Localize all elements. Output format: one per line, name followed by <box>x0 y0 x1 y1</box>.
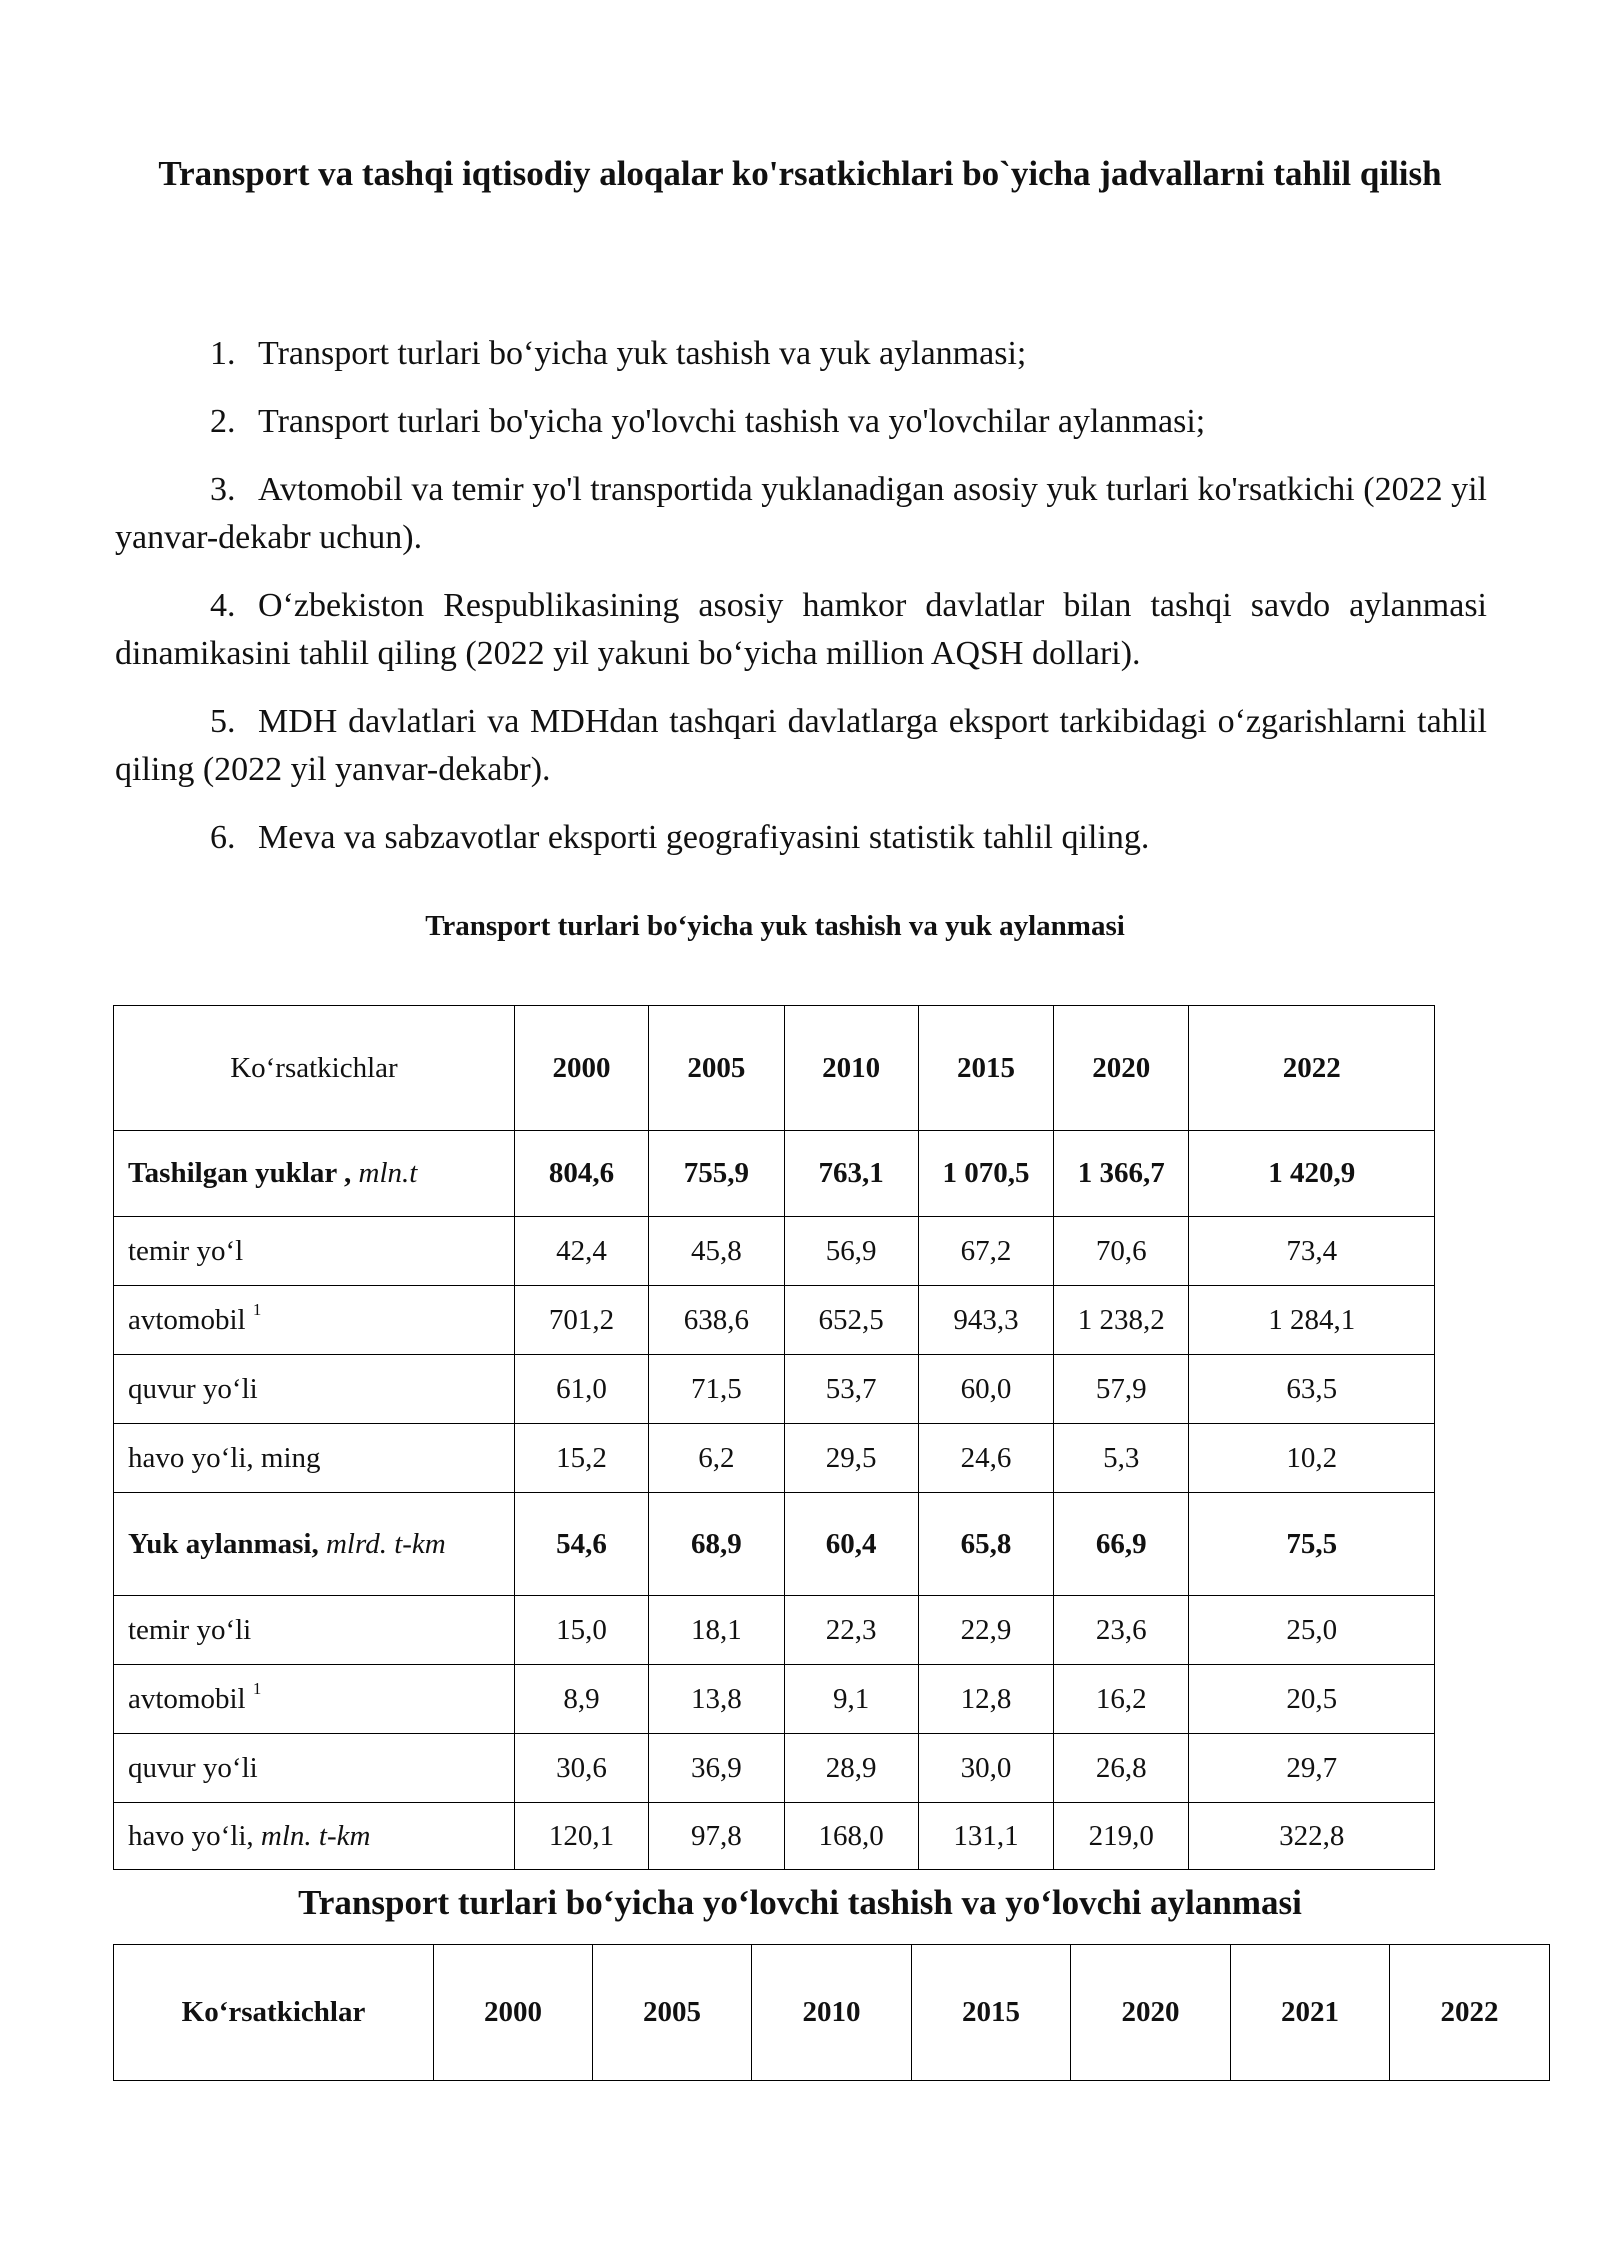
table-cell: 16,2 <box>1054 1665 1189 1734</box>
table-cell: 29,7 <box>1189 1734 1435 1803</box>
table-row <box>114 1131 1435 1217</box>
footnote-marker: 1 <box>252 1678 262 1698</box>
table-cell: 57,9 <box>1054 1355 1189 1424</box>
table-cell: 22,9 <box>918 1596 1053 1665</box>
table-cell: 22,3 <box>784 1596 918 1665</box>
table-cell: 30,6 <box>514 1734 648 1803</box>
task-number: 5. <box>210 703 236 740</box>
row-label: havo yo‘li, mln. t-km <box>114 1803 515 1870</box>
table-cell: 26,8 <box>1054 1734 1189 1803</box>
row-label: Tashilgan yuklar , mln.t <box>114 1131 515 1217</box>
table-row <box>114 1734 1435 1803</box>
row-label: quvur yo‘li <box>114 1355 515 1424</box>
row-label: temir yo‘li <box>114 1596 515 1665</box>
table-cell: 1 284,1 <box>1189 1286 1435 1355</box>
task-number: 2. <box>210 403 236 440</box>
header-cell: Ko‘rsatkichlar <box>114 1006 515 1131</box>
header-cell: 2020 <box>1071 1945 1231 2081</box>
table-cell: 56,9 <box>784 1217 918 1286</box>
task-text: Transport turlari bo‘yicha yuk tashish va yuk aylanmasi; <box>258 335 1027 372</box>
passenger-table <box>113 1944 1550 2081</box>
table-cell: 53,7 <box>784 1355 918 1424</box>
task-list <box>115 330 1487 882</box>
table2-title: Transport turlari bo‘yicha yo‘lovchi tashish va yo‘lovchi aylanmasi <box>298 1883 1302 1922</box>
table-cell: 755,9 <box>649 1131 784 1217</box>
table-cell: 45,8 <box>649 1217 784 1286</box>
header-cell: 2005 <box>649 1006 784 1131</box>
header-cell: 2022 <box>1189 1006 1435 1131</box>
table1-title: Transport turlari bo‘yicha yuk tashish va yuk aylanmasi <box>425 910 1125 942</box>
table-cell: 36,9 <box>649 1734 784 1803</box>
header-cell: 2015 <box>912 1945 1071 2081</box>
table-cell: 29,5 <box>784 1424 918 1493</box>
row-label: avtomobil $^1$ <box>114 1286 515 1355</box>
task-item <box>115 466 1487 562</box>
task-item <box>115 582 1487 678</box>
table-cell: 42,4 <box>514 1217 648 1286</box>
table-cell: 322,8 <box>1189 1803 1435 1870</box>
task-item <box>115 814 1487 862</box>
table-cell: 9,1 <box>784 1665 918 1734</box>
row-label: havo yo‘li, ming <box>114 1424 515 1493</box>
table-cell: 638,6 <box>649 1286 784 1355</box>
table-cell: 67,2 <box>918 1217 1053 1286</box>
row-label: temir yo‘l <box>114 1217 515 1286</box>
table-cell: 804,6 <box>514 1131 648 1217</box>
header-cell: 2000 <box>514 1006 648 1131</box>
table-row <box>114 1665 1435 1734</box>
header-cell: 2021 <box>1231 1945 1390 2081</box>
table-cell: 63,5 <box>1189 1355 1435 1424</box>
table-cell: 25,0 <box>1189 1596 1435 1665</box>
table-cell: 23,6 <box>1054 1596 1189 1665</box>
task-text: Meva va sabzavotlar eksporti geografiyasini statistik tahlil qiling. <box>258 819 1150 856</box>
table-cell: 70,6 <box>1054 1217 1189 1286</box>
task-text: O‘zbekiston Respublikasining asosiy hamkor davlatlar bilan tashqi savdo aylanmasi dinamikasini tahlil qiling (2022 yil yakuni bo‘yicha million AQSH dollari). <box>115 587 1487 672</box>
table-header-row <box>114 1006 1435 1131</box>
table-cell: 15,0 <box>514 1596 648 1665</box>
task-number: 3. <box>210 471 236 508</box>
header-cell: 2020 <box>1054 1006 1189 1131</box>
page-title: Transport va tashqi iqtisodiy aloqalar ko'rsatkichlari bo`yicha jadvallarni tahlil qilish <box>158 154 1442 193</box>
table-cell: 75,5 <box>1189 1493 1435 1596</box>
table-cell: 60,0 <box>918 1355 1053 1424</box>
table-row <box>114 1355 1435 1424</box>
header-cell: Ko‘rsatkichlar <box>114 1945 434 2081</box>
task-number: 4. <box>210 587 236 624</box>
table-row <box>114 1286 1435 1355</box>
task-item <box>115 398 1487 446</box>
table-cell: 13,8 <box>649 1665 784 1734</box>
task-number: 6. <box>210 819 236 856</box>
table-cell: 652,5 <box>784 1286 918 1355</box>
header-cell: 2010 <box>784 1006 918 1131</box>
table-cell: 219,0 <box>1054 1803 1189 1870</box>
table-cell: 8,9 <box>514 1665 648 1734</box>
header-cell: 2005 <box>593 1945 752 2081</box>
freight-table <box>113 1005 1435 1870</box>
task-number: 1. <box>210 335 236 372</box>
table-cell: 6,2 <box>649 1424 784 1493</box>
table-row <box>114 1217 1435 1286</box>
table-row <box>114 1424 1435 1493</box>
table-cell: 1 366,7 <box>1054 1131 1189 1217</box>
table-cell: 20,5 <box>1189 1665 1435 1734</box>
task-text: Transport turlari bo'yicha yo'lovchi tashish va yo'lovchilar aylanmasi; <box>258 403 1206 440</box>
table-cell: 5,3 <box>1054 1424 1189 1493</box>
header-cell: 2022 <box>1390 1945 1550 2081</box>
footnote-marker: 1 <box>252 1299 262 1319</box>
table-row <box>114 1596 1435 1665</box>
row-label: avtomobil $^1$ <box>114 1665 515 1734</box>
table-cell: 68,9 <box>649 1493 784 1596</box>
table-cell: 61,0 <box>514 1355 648 1424</box>
table-cell: 1 420,9 <box>1189 1131 1435 1217</box>
table-cell: 1 070,5 <box>918 1131 1053 1217</box>
table-cell: 24,6 <box>918 1424 1053 1493</box>
table-cell: 18,1 <box>649 1596 784 1665</box>
table-cell: 28,9 <box>784 1734 918 1803</box>
header-cell: 2000 <box>434 1945 593 2081</box>
table-row <box>114 1493 1435 1596</box>
table-cell: 66,9 <box>1054 1493 1189 1596</box>
row-label: Yuk aylanmasi, mlrd. t-km <box>114 1493 515 1596</box>
table-cell: 1 238,2 <box>1054 1286 1189 1355</box>
table-row <box>114 1803 1435 1870</box>
task-text: Avtomobil va temir yo'l transportida yuklanadigan asosiy yuk turlari ko'rsatkichi (2022 yil yanvar-dekabr uchun). <box>115 471 1487 556</box>
table-cell: 60,4 <box>784 1493 918 1596</box>
table-cell: 10,2 <box>1189 1424 1435 1493</box>
table-header-row <box>114 1945 1550 2081</box>
table-cell: 763,1 <box>784 1131 918 1217</box>
table-cell: 54,6 <box>514 1493 648 1596</box>
table-cell: 15,2 <box>514 1424 648 1493</box>
task-text: MDH davlatlari va MDHdan tashqari davlatlarga eksport tarkibidagi o‘zgarishlarni tahlil qiling (2022 yil yanvar-dekabr). <box>115 703 1487 788</box>
table-cell: 701,2 <box>514 1286 648 1355</box>
header-cell: 2015 <box>918 1006 1053 1131</box>
row-label: quvur yo‘li <box>114 1734 515 1803</box>
table-cell: 71,5 <box>649 1355 784 1424</box>
table-cell: 30,0 <box>918 1734 1053 1803</box>
table-cell: 120,1 <box>514 1803 648 1870</box>
table-cell: 168,0 <box>784 1803 918 1870</box>
table-cell: 131,1 <box>918 1803 1053 1870</box>
header-cell: 2010 <box>752 1945 912 2081</box>
table-cell: 65,8 <box>918 1493 1053 1596</box>
table-cell: 73,4 <box>1189 1217 1435 1286</box>
task-item <box>115 330 1487 378</box>
table-cell: 97,8 <box>649 1803 784 1870</box>
table-cell: 943,3 <box>918 1286 1053 1355</box>
task-item <box>115 698 1487 794</box>
table-cell: 12,8 <box>918 1665 1053 1734</box>
